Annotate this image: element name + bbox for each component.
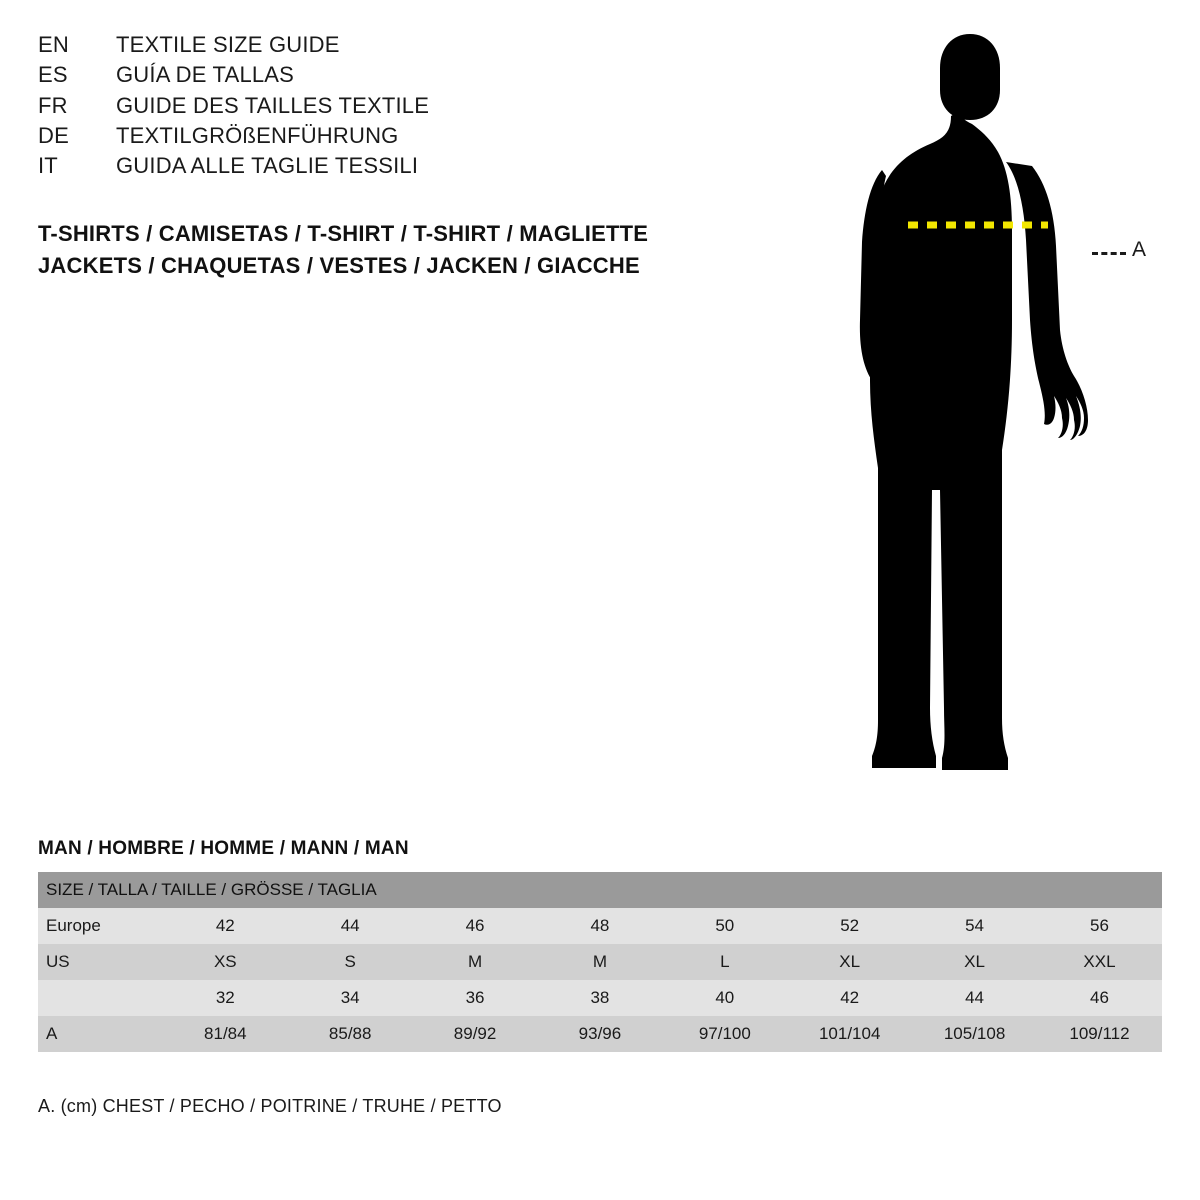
table-row <box>38 908 1162 944</box>
size-table <box>38 872 1162 1052</box>
row-label: A <box>38 1016 163 1052</box>
measurement-footnote: A. (cm) CHEST / PECHO / POITRINE / TRUHE / PETTO <box>38 1096 502 1116</box>
language-code: IT <box>38 153 58 179</box>
table-cell: 101/104 <box>787 1016 912 1052</box>
size-table-section <box>38 838 1162 1052</box>
garment-type-list <box>38 218 798 282</box>
table-cell: XXL <box>1037 944 1162 980</box>
table-cell: 81/84 <box>163 1016 288 1052</box>
language-row <box>38 121 738 151</box>
male-silhouette-icon <box>820 20 1180 790</box>
body-silhouette-figure <box>820 20 1180 790</box>
language-code: FR <box>38 92 68 118</box>
table-cell: L <box>662 944 787 980</box>
table-cell: 36 <box>413 980 538 1016</box>
table-cell: 38 <box>538 980 663 1016</box>
table-cell: 85/88 <box>288 1016 413 1052</box>
language-title: GUÍA DE TALLAS <box>116 62 295 88</box>
table-cell: 46 <box>413 908 538 944</box>
table-cell: 97/100 <box>662 1016 787 1052</box>
table-cell: M <box>538 944 663 980</box>
table-cell: 89/92 <box>413 1016 538 1052</box>
table-cell: 93/96 <box>538 1016 663 1052</box>
table-row <box>38 1016 1162 1052</box>
language-title-list <box>38 30 738 182</box>
language-code: DE <box>38 123 69 149</box>
row-label <box>38 980 163 1016</box>
table-band-title: SIZE / TALLA / TAILLE / GRÖSSE / TAGLIA <box>38 872 1162 908</box>
table-cell: 40 <box>662 980 787 1016</box>
language-title: TEXTILE SIZE GUIDE <box>116 32 340 57</box>
table-cell: 34 <box>288 980 413 1016</box>
row-label: Europe <box>38 908 163 944</box>
table-row <box>38 980 1162 1016</box>
language-row <box>38 60 738 90</box>
table-cell: 50 <box>662 908 787 944</box>
table-cell: XS <box>163 944 288 980</box>
table-cell: 42 <box>787 980 912 1016</box>
table-row <box>38 944 1162 980</box>
table-cell: 54 <box>912 908 1037 944</box>
table-cell: 42 <box>163 908 288 944</box>
table-cell: M <box>413 944 538 980</box>
language-title: GUIDA ALLE TAGLIE TESSILI <box>116 153 419 179</box>
chest-leader-line <box>1092 252 1126 255</box>
language-row <box>38 151 738 181</box>
table-cell: XL <box>912 944 1037 980</box>
row-label: US <box>38 944 163 980</box>
table-cell: S <box>288 944 413 980</box>
table-cell: 44 <box>912 980 1037 1016</box>
language-row <box>38 91 738 121</box>
table-cell: 109/112 <box>1037 1016 1162 1052</box>
table-cell: 44 <box>288 908 413 944</box>
table-cell: 32 <box>163 980 288 1016</box>
table-cell: 46 <box>1037 980 1162 1016</box>
language-row <box>38 30 738 60</box>
table-cell: 105/108 <box>912 1016 1037 1052</box>
table-cell: 48 <box>538 908 663 944</box>
table-cell: XL <box>787 944 912 980</box>
garment-line-jackets: JACKETS / CHAQUETAS / VESTES / JACKEN / GIACCHE <box>38 252 640 278</box>
language-code: ES <box>38 62 68 88</box>
language-title: TEXTILGRÖßENFÜHRUNG <box>116 123 399 149</box>
language-code: EN <box>38 32 69 57</box>
table-cell: 52 <box>787 908 912 944</box>
chest-measure-label: A <box>1132 238 1147 261</box>
table-band-title-row <box>38 872 1162 908</box>
table-section-heading: MAN / HOMBRE / HOMME / MANN / MAN <box>38 838 409 859</box>
table-cell: 56 <box>1037 908 1162 944</box>
language-title: GUIDE DES TAILLES TEXTILE <box>116 92 430 118</box>
garment-line-tshirts: T-SHIRTS / CAMISETAS / T-SHIRT / T-SHIRT / MAGLIETTE <box>38 221 649 246</box>
